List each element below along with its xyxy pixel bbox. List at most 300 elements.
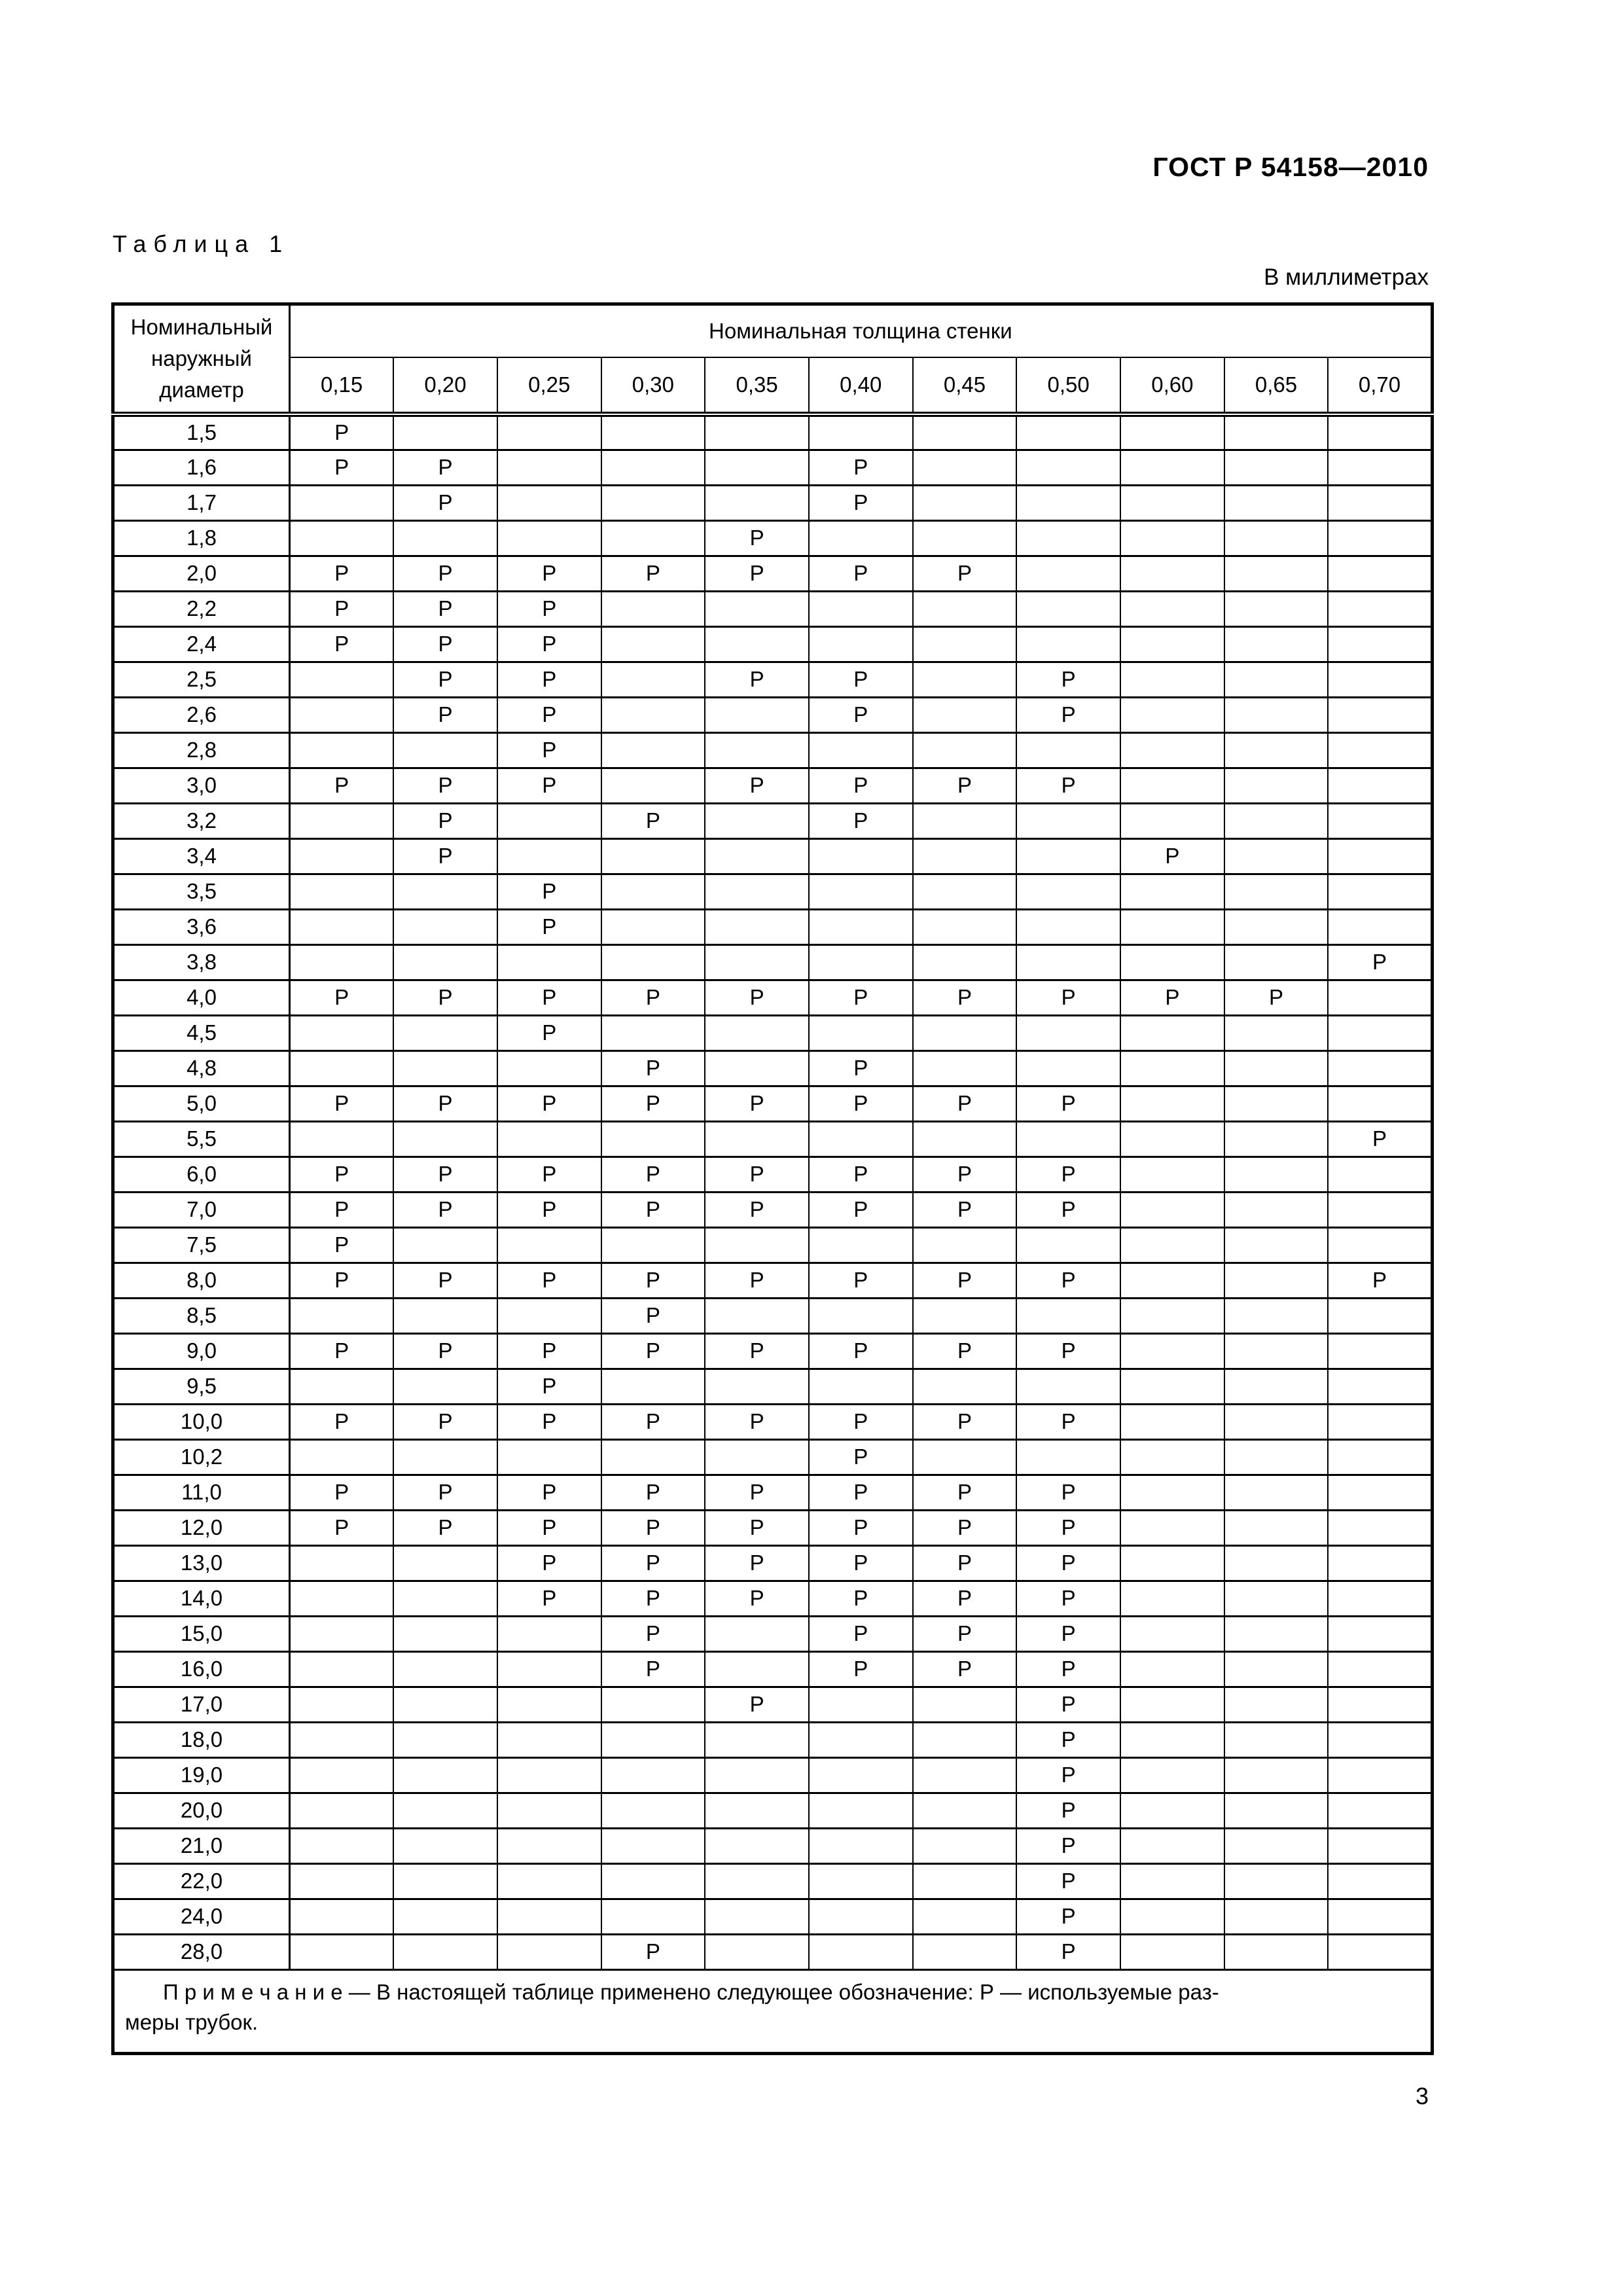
empty-cell — [1016, 591, 1120, 626]
mark-cell: Р — [705, 1687, 809, 1722]
empty-cell — [1224, 1581, 1329, 1616]
mark-cell: Р — [1120, 838, 1224, 874]
mark-cell: Р — [1016, 1828, 1120, 1863]
empty-cell — [1328, 1545, 1432, 1581]
diameter-cell: 2,4 — [113, 626, 290, 662]
empty-cell — [1016, 556, 1120, 591]
empty-cell — [913, 1015, 1017, 1050]
empty-cell — [601, 1015, 705, 1050]
empty-cell — [1120, 944, 1224, 980]
empty-cell — [913, 1298, 1017, 1333]
mark-cell: Р — [393, 1404, 497, 1439]
diameter-cell: 22,0 — [113, 1863, 290, 1899]
empty-cell — [1120, 1121, 1224, 1157]
diameter-cell: 8,0 — [113, 1263, 290, 1298]
empty-cell — [1224, 1545, 1329, 1581]
diameter-cell: 3,4 — [113, 838, 290, 874]
empty-cell — [1016, 1121, 1120, 1157]
diameter-cell: 3,0 — [113, 768, 290, 803]
empty-cell — [1224, 1333, 1329, 1369]
table-row — [113, 556, 1433, 591]
empty-cell — [290, 1934, 394, 1969]
diameter-cell: 14,0 — [113, 1581, 290, 1616]
table-footer — [113, 1969, 1433, 2053]
mark-cell: Р — [393, 450, 497, 485]
mark-cell: Р — [1016, 1616, 1120, 1651]
empty-cell — [705, 1015, 809, 1050]
empty-cell — [1328, 1192, 1432, 1227]
empty-cell — [1120, 1227, 1224, 1263]
empty-cell — [1328, 485, 1432, 520]
empty-cell — [1016, 944, 1120, 980]
diameter-cell: 28,0 — [113, 1934, 290, 1969]
empty-cell — [809, 909, 913, 944]
empty-cell — [497, 485, 601, 520]
mark-cell: Р — [913, 1545, 1017, 1581]
mark-cell: Р — [913, 1333, 1017, 1369]
empty-cell — [913, 626, 1017, 662]
empty-cell — [809, 591, 913, 626]
empty-cell — [393, 1545, 497, 1581]
diameter-cell: 5,5 — [113, 1121, 290, 1157]
empty-cell — [705, 1439, 809, 1475]
table-header — [113, 304, 1433, 415]
empty-cell — [705, 1651, 809, 1687]
empty-cell — [290, 874, 394, 909]
table-row — [113, 1439, 1433, 1475]
empty-cell — [1328, 1369, 1432, 1404]
mark-cell: Р — [809, 768, 913, 803]
mark-cell: Р — [601, 1545, 705, 1581]
empty-cell — [393, 1050, 497, 1086]
mark-cell: Р — [913, 1192, 1017, 1227]
table-row — [113, 1369, 1433, 1404]
empty-cell — [290, 732, 394, 768]
empty-cell — [1328, 1227, 1432, 1263]
thickness-value-header: 0,50 — [1016, 357, 1120, 414]
empty-cell — [1328, 1157, 1432, 1192]
tube-sizes-table — [111, 302, 1434, 2055]
thickness-value-header: 0,20 — [393, 357, 497, 414]
empty-cell — [1328, 1050, 1432, 1086]
empty-cell — [601, 1227, 705, 1263]
header-row-1 — [113, 304, 1433, 358]
mark-cell: Р — [497, 1404, 601, 1439]
empty-cell — [705, 803, 809, 838]
mark-cell: Р — [497, 1333, 601, 1369]
empty-cell — [1328, 803, 1432, 838]
mark-cell: Р — [290, 1333, 394, 1369]
empty-cell — [705, 1369, 809, 1404]
table-row — [113, 838, 1433, 874]
empty-cell — [1328, 1722, 1432, 1757]
empty-cell — [1224, 1475, 1329, 1510]
mark-cell: Р — [705, 1333, 809, 1369]
empty-cell — [1328, 1793, 1432, 1828]
empty-cell — [290, 803, 394, 838]
mark-cell: Р — [1016, 1086, 1120, 1121]
mark-cell: Р — [290, 768, 394, 803]
empty-cell — [1120, 1793, 1224, 1828]
mark-cell: Р — [705, 768, 809, 803]
mark-cell: Р — [393, 838, 497, 874]
mark-cell: Р — [393, 485, 497, 520]
empty-cell — [1328, 1298, 1432, 1333]
mark-cell: Р — [809, 1616, 913, 1651]
empty-cell — [1016, 1439, 1120, 1475]
thickness-value-header: 0,40 — [809, 357, 913, 414]
mark-cell: Р — [601, 1050, 705, 1086]
mark-cell: Р — [809, 1086, 913, 1121]
empty-cell — [705, 1793, 809, 1828]
empty-cell — [1016, 1298, 1120, 1333]
empty-cell — [1328, 1899, 1432, 1934]
empty-cell — [1120, 1616, 1224, 1651]
empty-cell — [393, 1934, 497, 1969]
empty-cell — [1224, 662, 1329, 697]
empty-cell — [913, 414, 1017, 450]
mark-cell: Р — [497, 1369, 601, 1404]
empty-cell — [705, 1934, 809, 1969]
table-row — [113, 1404, 1433, 1439]
empty-cell — [601, 520, 705, 556]
empty-cell — [1120, 626, 1224, 662]
mark-cell: Р — [913, 768, 1017, 803]
mark-cell: Р — [497, 591, 601, 626]
empty-cell — [1328, 1863, 1432, 1899]
empty-cell — [1224, 1687, 1329, 1722]
empty-cell — [809, 1934, 913, 1969]
table-row — [113, 1263, 1433, 1298]
empty-cell — [1120, 1192, 1224, 1227]
empty-cell — [393, 1899, 497, 1934]
empty-cell — [290, 1439, 394, 1475]
mark-cell: Р — [705, 1404, 809, 1439]
empty-cell — [705, 1863, 809, 1899]
empty-cell — [705, 909, 809, 944]
empty-cell — [497, 1616, 601, 1651]
empty-cell — [913, 1687, 1017, 1722]
empty-cell — [1016, 414, 1120, 450]
table-row — [113, 1616, 1433, 1651]
mark-cell: Р — [393, 980, 497, 1015]
empty-cell — [1120, 1404, 1224, 1439]
mark-cell: Р — [1328, 1263, 1432, 1298]
empty-cell — [809, 1722, 913, 1757]
mark-cell: Р — [601, 1934, 705, 1969]
diameter-cell: 4,0 — [113, 980, 290, 1015]
empty-cell — [1328, 591, 1432, 626]
empty-cell — [1120, 1086, 1224, 1121]
mark-cell: Р — [705, 1192, 809, 1227]
table-row — [113, 1121, 1433, 1157]
empty-cell — [290, 1121, 394, 1157]
mark-cell: Р — [601, 1086, 705, 1121]
mark-cell: Р — [705, 1086, 809, 1121]
empty-cell — [705, 838, 809, 874]
empty-cell — [705, 1828, 809, 1863]
table-row — [113, 662, 1433, 697]
diameter-cell: 2,2 — [113, 591, 290, 626]
empty-cell — [1120, 1510, 1224, 1545]
mark-cell: Р — [809, 450, 913, 485]
empty-cell — [497, 450, 601, 485]
mark-cell: Р — [601, 556, 705, 591]
empty-cell — [290, 1687, 394, 1722]
empty-cell — [1016, 874, 1120, 909]
empty-cell — [1224, 1616, 1329, 1651]
diameter-cell: 15,0 — [113, 1616, 290, 1651]
empty-cell — [497, 1722, 601, 1757]
empty-cell — [1224, 803, 1329, 838]
empty-cell — [601, 944, 705, 980]
empty-cell — [393, 1581, 497, 1616]
empty-cell — [1224, 1863, 1329, 1899]
mark-cell: Р — [1224, 980, 1329, 1015]
empty-cell — [705, 1757, 809, 1793]
empty-cell — [705, 1050, 809, 1086]
empty-cell — [601, 591, 705, 626]
empty-cell — [705, 1722, 809, 1757]
mark-cell: Р — [1016, 697, 1120, 732]
header-row-2 — [113, 357, 1433, 414]
table-row — [113, 1863, 1433, 1899]
empty-cell — [913, 1934, 1017, 1969]
mark-cell: Р — [601, 1616, 705, 1651]
mark-cell: Р — [393, 1263, 497, 1298]
empty-cell — [393, 1793, 497, 1828]
empty-cell — [497, 1439, 601, 1475]
empty-cell — [1120, 1263, 1224, 1298]
mark-cell: Р — [497, 1015, 601, 1050]
empty-cell — [497, 1828, 601, 1863]
mark-cell: Р — [601, 1192, 705, 1227]
empty-cell — [1120, 1157, 1224, 1192]
empty-cell — [1224, 909, 1329, 944]
empty-cell — [705, 1298, 809, 1333]
diameter-cell: 16,0 — [113, 1651, 290, 1687]
diameter-cell: 10,2 — [113, 1439, 290, 1475]
diameter-cell: 8,5 — [113, 1298, 290, 1333]
empty-cell — [1016, 732, 1120, 768]
mark-cell: Р — [705, 662, 809, 697]
mark-cell: Р — [393, 1333, 497, 1369]
diameter-cell: 3,8 — [113, 944, 290, 980]
diameter-cell: 7,0 — [113, 1192, 290, 1227]
empty-cell — [1120, 1863, 1224, 1899]
empty-cell — [290, 1369, 394, 1404]
empty-cell — [1224, 1793, 1329, 1828]
empty-cell — [497, 1687, 601, 1722]
empty-cell — [1224, 1439, 1329, 1475]
empty-cell — [913, 1050, 1017, 1086]
empty-cell — [1328, 1757, 1432, 1793]
mark-cell: Р — [809, 556, 913, 591]
empty-cell — [290, 1616, 394, 1651]
empty-cell — [601, 874, 705, 909]
table-row — [113, 1581, 1433, 1616]
empty-cell — [705, 697, 809, 732]
empty-cell — [1120, 414, 1224, 450]
empty-cell — [1328, 556, 1432, 591]
mark-cell: Р — [601, 1298, 705, 1333]
mark-cell: Р — [705, 1510, 809, 1545]
mark-cell: Р — [1016, 1687, 1120, 1722]
empty-cell — [290, 1545, 394, 1581]
empty-cell — [705, 414, 809, 450]
empty-cell — [601, 450, 705, 485]
empty-cell — [1120, 520, 1224, 556]
empty-cell — [601, 626, 705, 662]
mark-cell: Р — [913, 556, 1017, 591]
mark-cell: Р — [601, 803, 705, 838]
empty-cell — [393, 414, 497, 450]
empty-cell — [290, 520, 394, 556]
mark-cell: Р — [809, 1192, 913, 1227]
mark-cell: Р — [705, 1545, 809, 1581]
empty-cell — [393, 1651, 497, 1687]
mark-cell: Р — [290, 980, 394, 1015]
empty-cell — [601, 414, 705, 450]
mark-cell: Р — [809, 662, 913, 697]
note-cell — [113, 1969, 1433, 2053]
empty-cell — [809, 1298, 913, 1333]
empty-cell — [1224, 520, 1329, 556]
empty-cell — [1328, 1015, 1432, 1050]
diameter-cell: 1,7 — [113, 485, 290, 520]
empty-cell — [393, 1616, 497, 1651]
mark-cell: Р — [393, 556, 497, 591]
mark-cell: Р — [809, 1545, 913, 1581]
empty-cell — [1120, 1934, 1224, 1969]
empty-cell — [393, 1298, 497, 1333]
empty-cell — [1120, 697, 1224, 732]
empty-cell — [809, 1863, 913, 1899]
mark-cell: Р — [601, 1581, 705, 1616]
table-row — [113, 1651, 1433, 1687]
empty-cell — [1016, 803, 1120, 838]
empty-cell — [1224, 1510, 1329, 1545]
empty-cell — [1328, 1687, 1432, 1722]
empty-cell — [393, 1828, 497, 1863]
mark-cell: Р — [393, 626, 497, 662]
empty-cell — [601, 1793, 705, 1828]
mark-cell: Р — [1016, 1757, 1120, 1793]
empty-cell — [1328, 874, 1432, 909]
empty-cell — [809, 1687, 913, 1722]
thickness-span-header: Номинальная толщина стенки — [290, 304, 1433, 358]
mark-cell: Р — [1016, 1899, 1120, 1934]
mark-cell: Р — [809, 697, 913, 732]
table-row — [113, 1687, 1433, 1722]
empty-cell — [809, 520, 913, 556]
empty-cell — [497, 520, 601, 556]
empty-cell — [1120, 909, 1224, 944]
empty-cell — [1328, 980, 1432, 1015]
empty-cell — [913, 909, 1017, 944]
mark-cell: Р — [913, 980, 1017, 1015]
table-row — [113, 1298, 1433, 1333]
empty-cell — [1224, 1263, 1329, 1298]
empty-cell — [1328, 1475, 1432, 1510]
empty-cell — [913, 1722, 1017, 1757]
mark-cell: Р — [809, 1651, 913, 1687]
empty-cell — [1328, 1828, 1432, 1863]
thickness-value-header: 0,30 — [601, 357, 705, 414]
mark-cell: Р — [393, 662, 497, 697]
empty-cell — [1120, 1333, 1224, 1369]
empty-cell — [601, 732, 705, 768]
empty-cell — [290, 838, 394, 874]
empty-cell — [1120, 803, 1224, 838]
table-row — [113, 803, 1433, 838]
mark-cell: Р — [497, 1086, 601, 1121]
empty-cell — [705, 944, 809, 980]
mark-cell: Р — [393, 1157, 497, 1192]
empty-cell — [1224, 1404, 1329, 1439]
mark-cell: Р — [497, 732, 601, 768]
empty-cell — [601, 1863, 705, 1899]
mark-cell: Р — [601, 1651, 705, 1687]
mark-cell: Р — [1016, 1722, 1120, 1757]
empty-cell — [913, 1793, 1017, 1828]
mark-cell: Р — [809, 1510, 913, 1545]
mark-cell: Р — [1016, 1157, 1120, 1192]
empty-cell — [1328, 450, 1432, 485]
empty-cell — [913, 697, 1017, 732]
table-row — [113, 1157, 1433, 1192]
empty-cell — [705, 485, 809, 520]
mark-cell: Р — [393, 1086, 497, 1121]
empty-cell — [290, 1581, 394, 1616]
mark-cell: Р — [290, 591, 394, 626]
thickness-value-header: 0,35 — [705, 357, 809, 414]
empty-cell — [1224, 874, 1329, 909]
empty-cell — [809, 626, 913, 662]
empty-cell — [1016, 909, 1120, 944]
empty-cell — [913, 520, 1017, 556]
mark-cell: Р — [290, 414, 394, 450]
empty-cell — [1120, 1687, 1224, 1722]
mark-cell: Р — [913, 1510, 1017, 1545]
empty-cell — [809, 732, 913, 768]
mark-cell: Р — [705, 980, 809, 1015]
mark-cell: Р — [1328, 944, 1432, 980]
mark-cell: Р — [913, 1581, 1017, 1616]
empty-cell — [1120, 1015, 1224, 1050]
empty-cell — [290, 909, 394, 944]
mark-cell: Р — [393, 1192, 497, 1227]
mark-cell: Р — [497, 909, 601, 944]
empty-cell — [809, 944, 913, 980]
mark-cell: Р — [1016, 980, 1120, 1015]
empty-cell — [705, 732, 809, 768]
empty-cell — [1016, 450, 1120, 485]
mark-cell: Р — [809, 1050, 913, 1086]
empty-cell — [497, 1793, 601, 1828]
diameter-cell: 4,8 — [113, 1050, 290, 1086]
note-row — [113, 1969, 1433, 2053]
table-row — [113, 626, 1433, 662]
empty-cell — [601, 1121, 705, 1157]
mark-cell: Р — [497, 874, 601, 909]
empty-cell — [809, 1828, 913, 1863]
mark-cell: Р — [1016, 662, 1120, 697]
table-row — [113, 732, 1433, 768]
empty-cell — [1120, 1545, 1224, 1581]
empty-cell — [497, 1757, 601, 1793]
mark-cell: Р — [497, 1263, 601, 1298]
